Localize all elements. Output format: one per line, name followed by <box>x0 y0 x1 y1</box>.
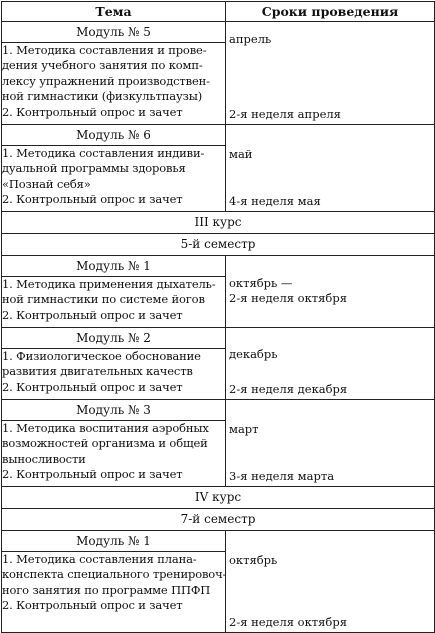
module-title: Модуль № 6 <box>2 125 226 146</box>
topic-line: 1. Методика составления плана- <box>2 552 197 566</box>
module-topics <box>2 277 226 328</box>
module-period <box>226 400 435 487</box>
topic-line: возможностей организма и общей <box>2 436 208 451</box>
module-title: Модуль № 3 <box>2 400 226 421</box>
topic-line: «Познай себя» <box>2 176 91 191</box>
period-start: май <box>229 147 253 161</box>
topic-line: 1. Методика составления и прове- <box>2 43 207 57</box>
topic-line: ного занятия по программе ППФП <box>2 582 211 597</box>
module-title-row <box>2 125 435 146</box>
module-title: Модуль № 2 <box>2 328 226 349</box>
topic-line: 2. Контрольный опрос и зачет <box>2 379 183 394</box>
module-period <box>226 531 435 633</box>
module-topics <box>2 421 226 487</box>
module-topics <box>2 43 226 125</box>
period-start: апрель <box>229 32 272 46</box>
topic-line: конспекта специального тренировоч- <box>2 567 227 582</box>
topic-line: развития двигательных качеств <box>2 364 193 379</box>
period-start: декабрь <box>229 347 278 361</box>
module-topics <box>2 146 226 212</box>
period-end: 4-я неделя мая <box>229 193 321 208</box>
course-label: IV курс <box>2 487 435 509</box>
module-period <box>226 125 435 212</box>
course-label: III курс <box>2 212 435 234</box>
module-topics <box>2 349 226 400</box>
module-period <box>226 328 435 400</box>
topic-line: лексу упражнений производствен- <box>2 73 210 88</box>
period-end: 2-я неделя декабря <box>229 381 348 396</box>
module-title-row <box>2 400 435 421</box>
topic-line: дуальной программы здоровья <box>2 161 186 176</box>
topic-line: 1. Физиологическое обоснование <box>2 349 201 363</box>
period-end: 2-я неделя октября <box>229 614 347 629</box>
course-row <box>2 487 435 509</box>
module-title: Модуль № 1 <box>2 531 226 552</box>
header-topic: Тема <box>2 2 226 22</box>
module-period <box>226 22 435 125</box>
period-end: 3-я неделя марта <box>229 468 335 483</box>
topic-line: дения учебного занятия по комп- <box>2 58 203 73</box>
topic-line: ной гимнастики по системе йогов <box>2 292 205 307</box>
semester-row <box>2 509 435 531</box>
period-start-line-2: 2-я неделя октября <box>229 291 347 305</box>
module-title: Модуль № 1 <box>2 256 226 277</box>
topic-line: 2. Контрольный опрос и зачет <box>2 467 183 482</box>
topic-line: 2. Контрольный опрос и зачет <box>2 192 183 207</box>
module-topics <box>2 552 226 633</box>
topic-line: 1. Методика воспитания аэробных <box>2 421 209 435</box>
period-start: март <box>229 422 259 436</box>
module-title-row <box>2 22 435 43</box>
topic-line: 2. Контрольный опрос и зачет <box>2 104 183 119</box>
course-row <box>2 212 435 234</box>
topic-line: 1. Методика составления индиви- <box>2 146 205 160</box>
period-end: 2-я неделя апреля <box>229 106 341 121</box>
topic-line: 1. Методика применения дыхатель- <box>2 277 216 291</box>
topic-line: ной гимнастики (физкультпаузы) <box>2 89 203 104</box>
module-title: Модуль № 5 <box>2 22 226 43</box>
table-header-row <box>2 2 435 22</box>
schedule-table <box>1 1 435 633</box>
module-title-row <box>2 531 435 552</box>
topic-line: 2. Контрольный опрос и зачет <box>2 598 183 613</box>
header-period: Сроки проведения <box>226 2 435 22</box>
period-start: октябрь — <box>229 276 293 290</box>
semester-label: 7-й семестр <box>2 509 435 531</box>
period-start: октябрь <box>229 553 278 567</box>
topic-line: 2. Контрольный опрос и зачет <box>2 307 183 322</box>
semester-row <box>2 234 435 256</box>
semester-label: 5-й семестр <box>2 234 435 256</box>
module-title-row <box>2 328 435 349</box>
topic-line: выносливости <box>2 451 86 466</box>
module-title-row <box>2 256 435 277</box>
module-period <box>226 256 435 328</box>
